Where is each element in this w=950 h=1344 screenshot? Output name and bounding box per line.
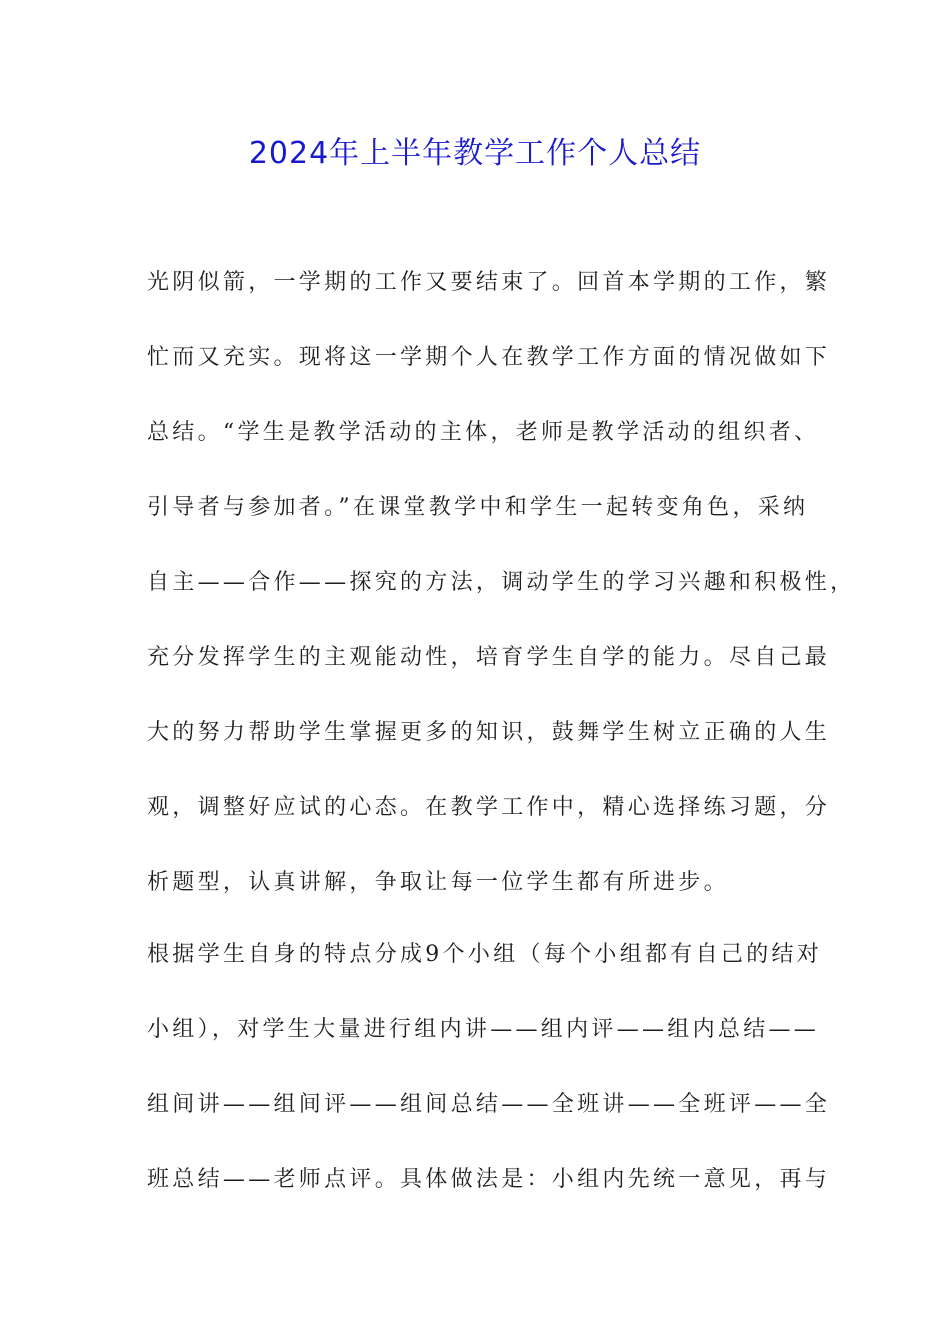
body-line-7: 大的努力帮助学生掌握更多的知识，鼓舞学生树立正确的人生 xyxy=(147,720,831,745)
body-line-12: 组间讲——组间评——组间总结——全班讲——全班评——全 xyxy=(147,1092,831,1117)
body-line-6: 充分发挥学生的主观能动性，培育学生自学的能力。尽自己最 xyxy=(147,645,831,670)
body-line-3: 总结。“学生是教学活动的主体，老师是教学活动的组织者、 xyxy=(147,420,820,445)
body-line-4: 引导者与参加者。”在课堂教学中和学生一起转变角色，采纳 xyxy=(147,495,809,520)
body-line-8: 观，调整好应试的心态。在教学工作中，精心选择练习题，分 xyxy=(147,795,831,820)
body-line-9: 析题型，认真讲解，争取让每一位学生都有所进步。 xyxy=(147,870,729,895)
body-line-1: 光阴似箭，一学期的工作又要结束了。回首本学期的工作，繁 xyxy=(147,270,831,295)
body-line-10: 根据学生自身的特点分成9个小组（每个小组都有自己的结对 xyxy=(147,942,823,967)
body-line-11: 小组），对学生大量进行组内讲——组内评——组内总结—— xyxy=(147,1017,820,1042)
body-line-2: 忙而又充实。现将这一学期个人在教学工作方面的情况做如下 xyxy=(147,345,831,370)
body-line-5: 自主——合作——探究的方法，调动学生的学习兴趣和积极性， xyxy=(147,570,856,595)
document-title: 2024年上半年教学工作个人总结 xyxy=(248,136,702,171)
body-line-13: 班总结——老师点评。具体做法是：小组内先统一意见，再与 xyxy=(147,1167,831,1192)
